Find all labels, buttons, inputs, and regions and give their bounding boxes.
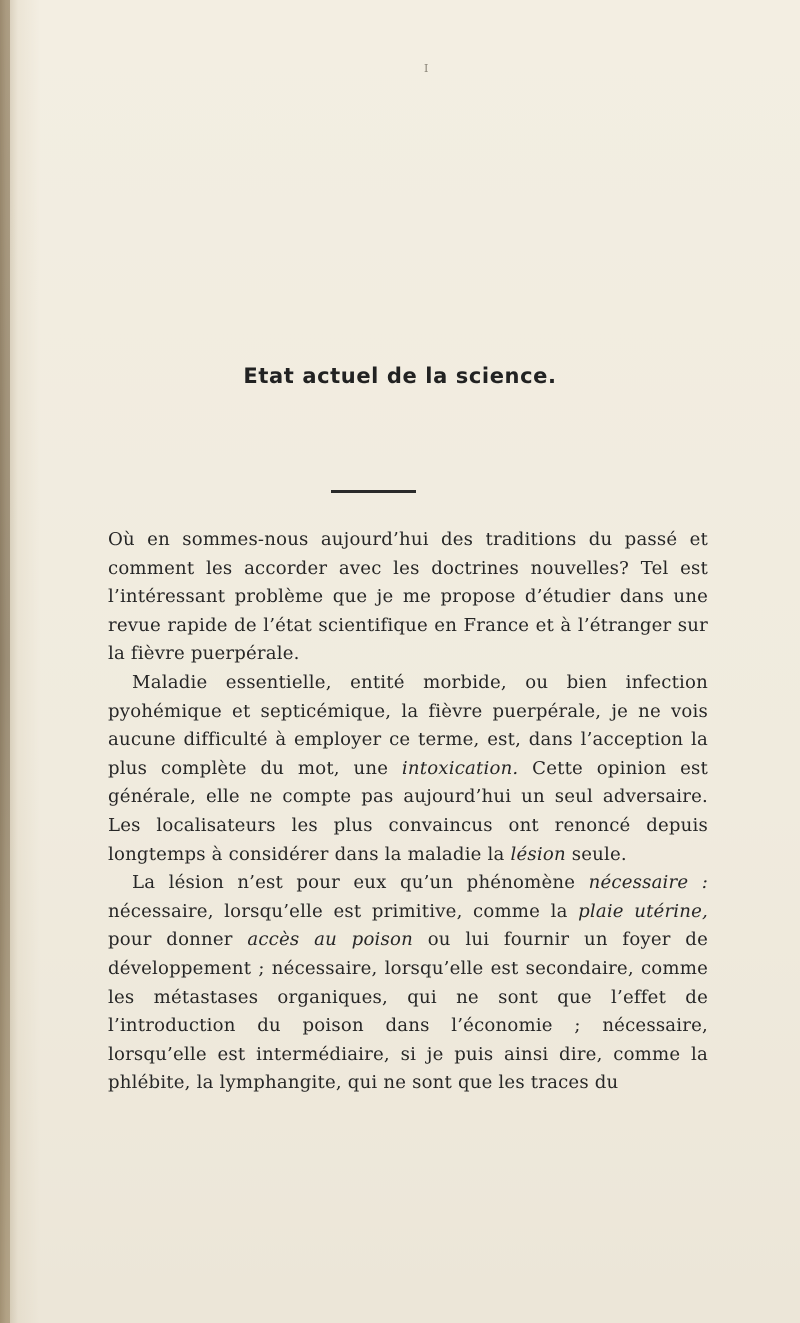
paragraph-3 [108, 869, 708, 1098]
text-run: seule. [565, 843, 627, 865]
italic-term: accès au poison [247, 929, 413, 951]
italic-term: lésion [510, 843, 566, 865]
heading-rule [331, 490, 416, 493]
text-run: La lésion n’est pour eux qu’un phénomène [132, 872, 589, 894]
binding-edge-shadow [0, 0, 10, 1323]
page-folio: I [424, 62, 429, 75]
italic-term: plaie utérine, [578, 900, 708, 922]
text-run: Où en sommes-nous aujourd’hui des traditions du passé et comment les accorder avec les doctrines nouvelles? Tel est l’intéressant problème que je me propose d’étudier dans une revue rapide de l’état scientifique en France et à l’étranger sur la fièvre puerpérale. [108, 529, 708, 665]
italic-term: intoxication. [401, 757, 519, 779]
italic-term: nécessaire : [588, 872, 709, 894]
text-run: Maladie essentielle, entité morbide, ou bien infection pyohémique et septicémique, la fièvre puerpérale, je ne vois aucune difficulté à employer ce terme, est, dans l’acception la plus complète du mot, une [108, 671, 708, 779]
paragraph-2 [108, 669, 708, 869]
body-text [108, 526, 708, 1098]
text-run: ou lui fournir un foyer de développement ; nécessaire, lorsqu’elle est secondaire, comme les métastases organiques, qui ne sont que l’effet de l’introduction du poison dans l’économie ; nécessaire, lorsqu’elle est intermédiaire, si je puis ainsi dire, comme la phlébite, la lymphangite, qui ne sont que les traces du [108, 929, 708, 1094]
section-heading: Etat actuel de la science. [243, 364, 557, 388]
paragraph-1 [108, 526, 708, 669]
text-run: pour donner [108, 929, 248, 951]
text-run: Cette opinion est générale, elle ne compte pas aujourd’hui un seul adversaire. Les localisateurs les plus convaincus ont renoncé depuis longtemps à considérer dans la maladie la [108, 757, 708, 865]
text-run: nécessaire, lorsqu’elle est primitive, comme la [108, 900, 579, 922]
